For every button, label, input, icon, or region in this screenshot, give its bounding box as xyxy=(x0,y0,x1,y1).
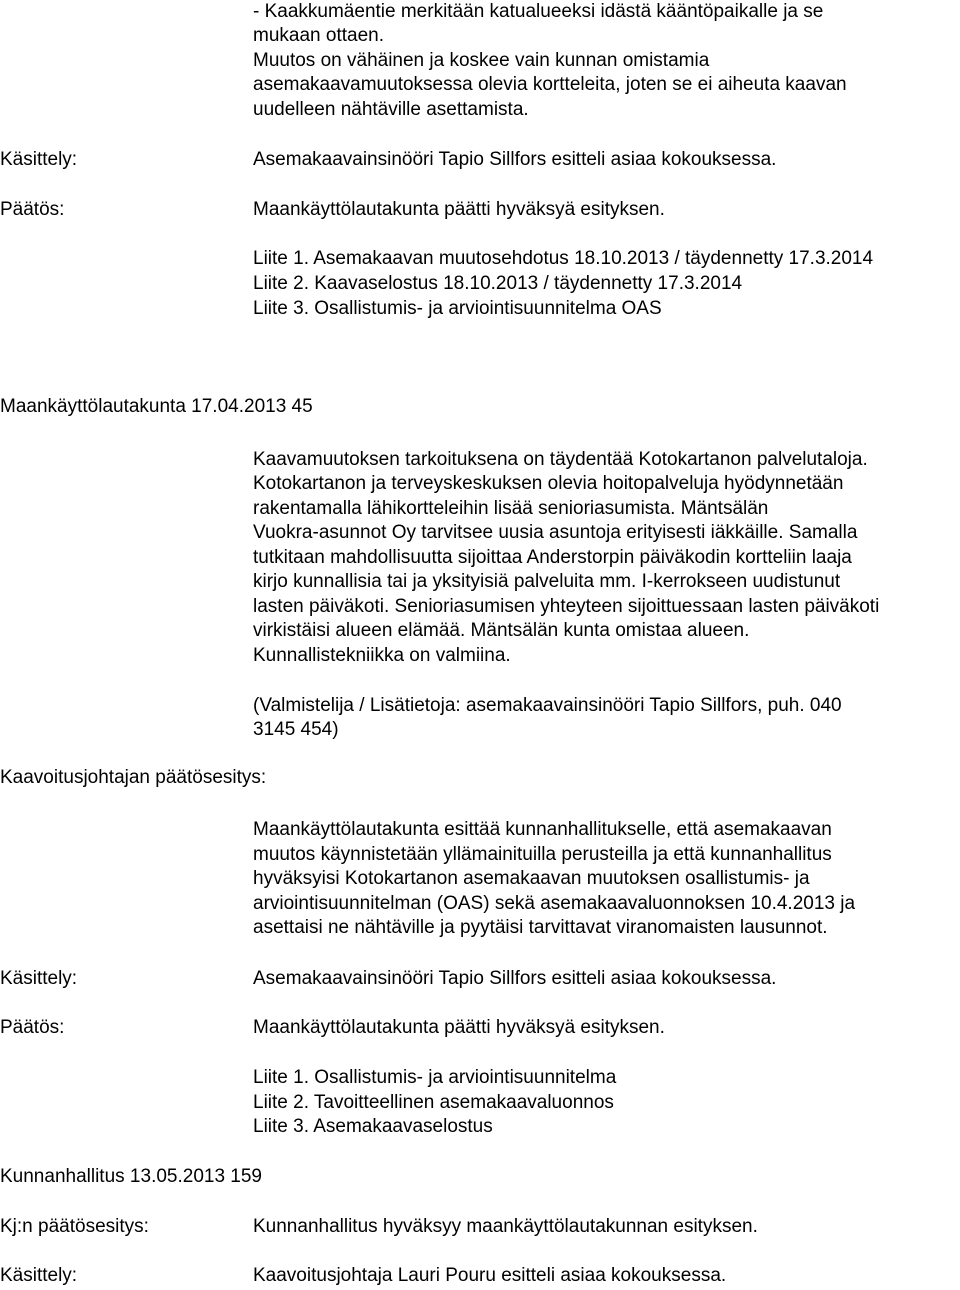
attachment-2-2: Liite 2. Tavoitteellinen asemakaavaluonnos xyxy=(253,1092,614,1113)
kasittely-label: Käsittely: xyxy=(0,149,78,170)
preparer-line-2: 3145 454) xyxy=(253,719,339,740)
kasittely-text: Asemakaavainsinööri Tapio Sillfors esitteli asiaa kokouksessa. xyxy=(253,149,777,170)
paatos-text: Maankäyttölautakunta päätti hyväksyä esityksen. xyxy=(253,199,665,220)
attachment-2-3: Liite 3. Asemakaavaselostus xyxy=(253,1116,493,1137)
paatos-text-2: Maankäyttölautakunta päätti hyväksyä esityksen. xyxy=(253,1017,665,1038)
purpose-line-5: tutkitaan mahdollisuutta sijoittaa Anderstorpin päiväkodin kortteliin laaja xyxy=(253,547,852,568)
proposal-label: Kaavoitusjohtajan päätösesitys: xyxy=(0,767,267,788)
attachment-3: Liite 3. Osallistumis- ja arviointisuunnitelma OAS xyxy=(253,298,662,319)
purpose-line-9: Kunnallistekniikka on valmiina. xyxy=(253,645,511,666)
top-line-5: uudelleen nähtäville asettamista. xyxy=(253,99,529,120)
kasittely-label-2: Käsittely: xyxy=(0,968,78,989)
top-line-4: asemakaavamuutoksessa olevia kortteleita, joten se ei aiheuta kaavan xyxy=(253,74,847,95)
proposal-line-2: muutos käynnistetään yllämainituilla perusteilla ja että kunnanhallitus xyxy=(253,844,832,865)
kasittely-text-3: Kaavoitusjohtaja Lauri Pouru esitteli asiaa kokouksessa. xyxy=(253,1265,727,1286)
purpose-line-1: Kaavamuutoksen tarkoituksena on täydentää Kotokartanon palvelutaloja. xyxy=(253,449,868,470)
attachment-1: Liite 1. Asemakaavan muutosehdotus 18.10.2013 / täydennetty 17.3.2014 xyxy=(253,248,874,269)
proposal-line-4: arviointisuunnitelman (OAS) sekä asemakaavaluonnoksen 10.4.2013 ja xyxy=(253,893,856,914)
paatos-label-2: Päätös: xyxy=(0,1017,65,1038)
top-line-3: Muutos on vähäinen ja koskee vain kunnan omistamia xyxy=(253,50,710,71)
top-line-2: mukaan ottaen. xyxy=(253,25,384,46)
kj-proposal-text: Kunnanhallitus hyväksyy maankäyttölautakunnan esityksen. xyxy=(253,1216,758,1237)
purpose-line-4: Vuokra-asunnot Oy tarvitsee uusia asuntoja erityisesti iäkkäille. Samalla xyxy=(253,522,858,543)
meeting-heading: Maankäyttölautakunta 17.04.2013 45 xyxy=(0,396,313,417)
purpose-line-3: rakentamalla lähikortteleihin lisää senioriasumista. Mäntsälän xyxy=(253,498,769,519)
purpose-line-6: kirjo kunnallisia tai ja yksityisiä palveluita mm. I-kerrokseen uudistunut xyxy=(253,571,841,592)
attachment-2: Liite 2. Kaavaselostus 18.10.2013 / täydennetty 17.3.2014 xyxy=(253,273,743,294)
paatos-label: Päätös: xyxy=(0,199,65,220)
proposal-line-1: Maankäyttölautakunta esittää kunnanhallitukselle, että asemakaavan xyxy=(253,819,832,840)
purpose-line-2: Kotokartanon ja terveyskeskuksen olevia hoitopalveluja hyödynnetään xyxy=(253,473,844,494)
board-heading: Kunnanhallitus 13.05.2013 159 xyxy=(0,1166,263,1187)
kasittely-text-2: Asemakaavainsinööri Tapio Sillfors esitteli asiaa kokouksessa. xyxy=(253,968,777,989)
top-line-1: - Kaakkumäentie merkitään katualueeksi idästä kääntöpaikalle ja se xyxy=(253,1,824,22)
kasittely-label-3: Käsittely: xyxy=(0,1265,78,1286)
preparer-line-1: (Valmistelija / Lisätietoja: asemakaavainsinööri Tapio Sillfors, puh. 040 xyxy=(253,695,842,716)
purpose-line-7: lasten päiväkoti. Senioriasumisen yhteyteen sijoittuessaan lasten päiväkoti xyxy=(253,596,880,617)
proposal-line-3: hyväksyisi Kotokartanon asemakaavan muutoksen osallistumis- ja xyxy=(253,868,810,889)
attachment-2-1: Liite 1. Osallistumis- ja arviointisuunnitelma xyxy=(253,1067,617,1088)
proposal-line-5: asettaisi ne nähtäville ja pyytäisi tarvittavat viranomaisten lausunnot. xyxy=(253,917,828,938)
kj-proposal-label: Kj:n päätösesitys: xyxy=(0,1216,149,1237)
purpose-line-8: virkistäisi alueen elämää. Mäntsälän kunta omistaa alueen. xyxy=(253,620,750,641)
